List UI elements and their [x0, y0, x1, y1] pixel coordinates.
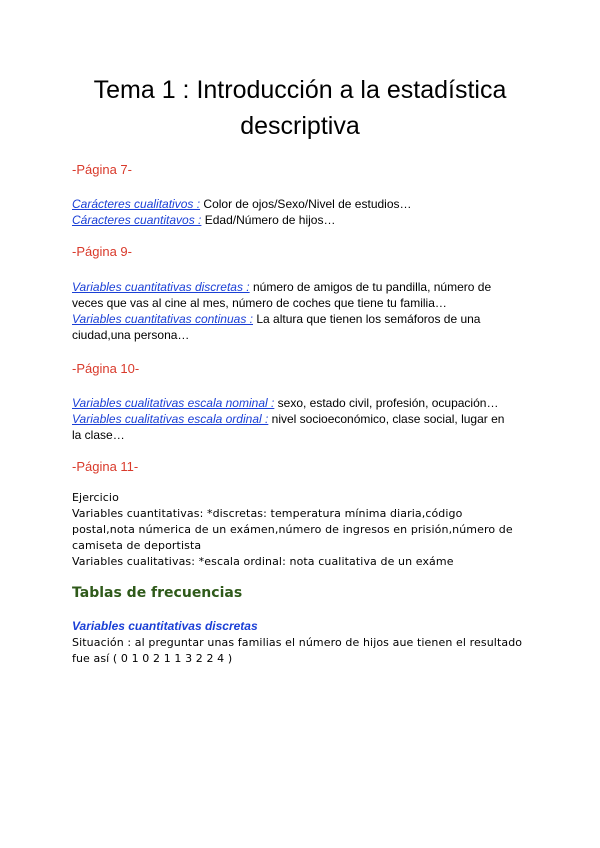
link-caracteres-cualitativos[interactable]: Carácteres cualitativos : [72, 197, 201, 211]
link-escala-ordinal[interactable]: Variables cualitativas escala ordinal : [72, 412, 269, 426]
p10-row-2-text: nivel socioeconómico, clase social, lugar en [268, 412, 505, 426]
link-variables-cuantitativas-continuas[interactable]: Variables cuantitativas continuas : [72, 312, 253, 326]
p10-row-1-text: sexo, estado civil, profesión, ocupación… [274, 396, 499, 410]
section-heading-p7: -Página 7- [72, 162, 132, 177]
exercise-line: Variables cualitativas: *escala ordinal: nota cualitativa de un exáme [72, 555, 454, 568]
p7-row-2-text: Edad/Número de hijos… [201, 213, 336, 227]
situacion-line-1: Situación : al preguntar unas familias el número de hijos aue tienen el resultado [72, 636, 523, 649]
section-heading-p11: -Página 11- [72, 459, 139, 474]
exercise-line: camiseta de deportista [72, 539, 202, 552]
exercise-line: Variables cuantitativas: *discretas: temperatura mínima diaria,código [72, 507, 463, 520]
exercise-line: postal,nota númerica de un exámen,número de ingresos en prisión,número de [72, 523, 513, 536]
document-title [0, 72, 600, 144]
p9-row-1 [72, 279, 532, 295]
link-escala-nominal[interactable]: Variables cualitativas escala nominal : [72, 396, 275, 410]
p9-row-2-cont: ciudad,una persona… [72, 328, 190, 342]
link-variables-cuantitativas-discretas[interactable]: Variables cuantitativas discretas : [72, 280, 250, 294]
p10-row-1 [72, 395, 532, 411]
exercise-title: Ejercicio [72, 491, 119, 504]
title-line-2: descriptiva [240, 112, 360, 140]
subheading-variables-cuantitativas-discretas: Variables cuantitativas discretas [72, 619, 258, 633]
p7-row-1 [72, 196, 532, 212]
section-heading-p9: -Página 9- [72, 244, 132, 259]
p9-row-1-text: número de amigos de tu pandilla, número de [249, 280, 492, 294]
p9-row-1-cont: veces que vas al cine al mes, número de coches que tiene tu familia… [72, 296, 447, 310]
section-heading-p10: -Página 10- [72, 361, 140, 376]
p7-row-2 [72, 212, 532, 228]
p10-row-2-cont: la clase… [72, 428, 125, 442]
heading-tablas-de-frecuencias: Tablas de frecuencias [72, 585, 243, 601]
p9-row-2 [72, 311, 532, 327]
p10-row-2 [72, 411, 532, 427]
title-line-1: Tema 1 : Introducción a la estadística [93, 76, 507, 104]
p9-row-2-text: La altura que tienen los semáforos de una [253, 312, 481, 326]
p7-row-1-text: Color de ojos/Sexo/Nivel de estudios… [200, 197, 412, 211]
link-caracteres-cuantitativos[interactable]: Cáracteres cuantitavos : [72, 213, 202, 227]
situacion-line-2: fue así ( 0 1 0 2 1 1 3 2 2 4 ) [72, 652, 233, 665]
